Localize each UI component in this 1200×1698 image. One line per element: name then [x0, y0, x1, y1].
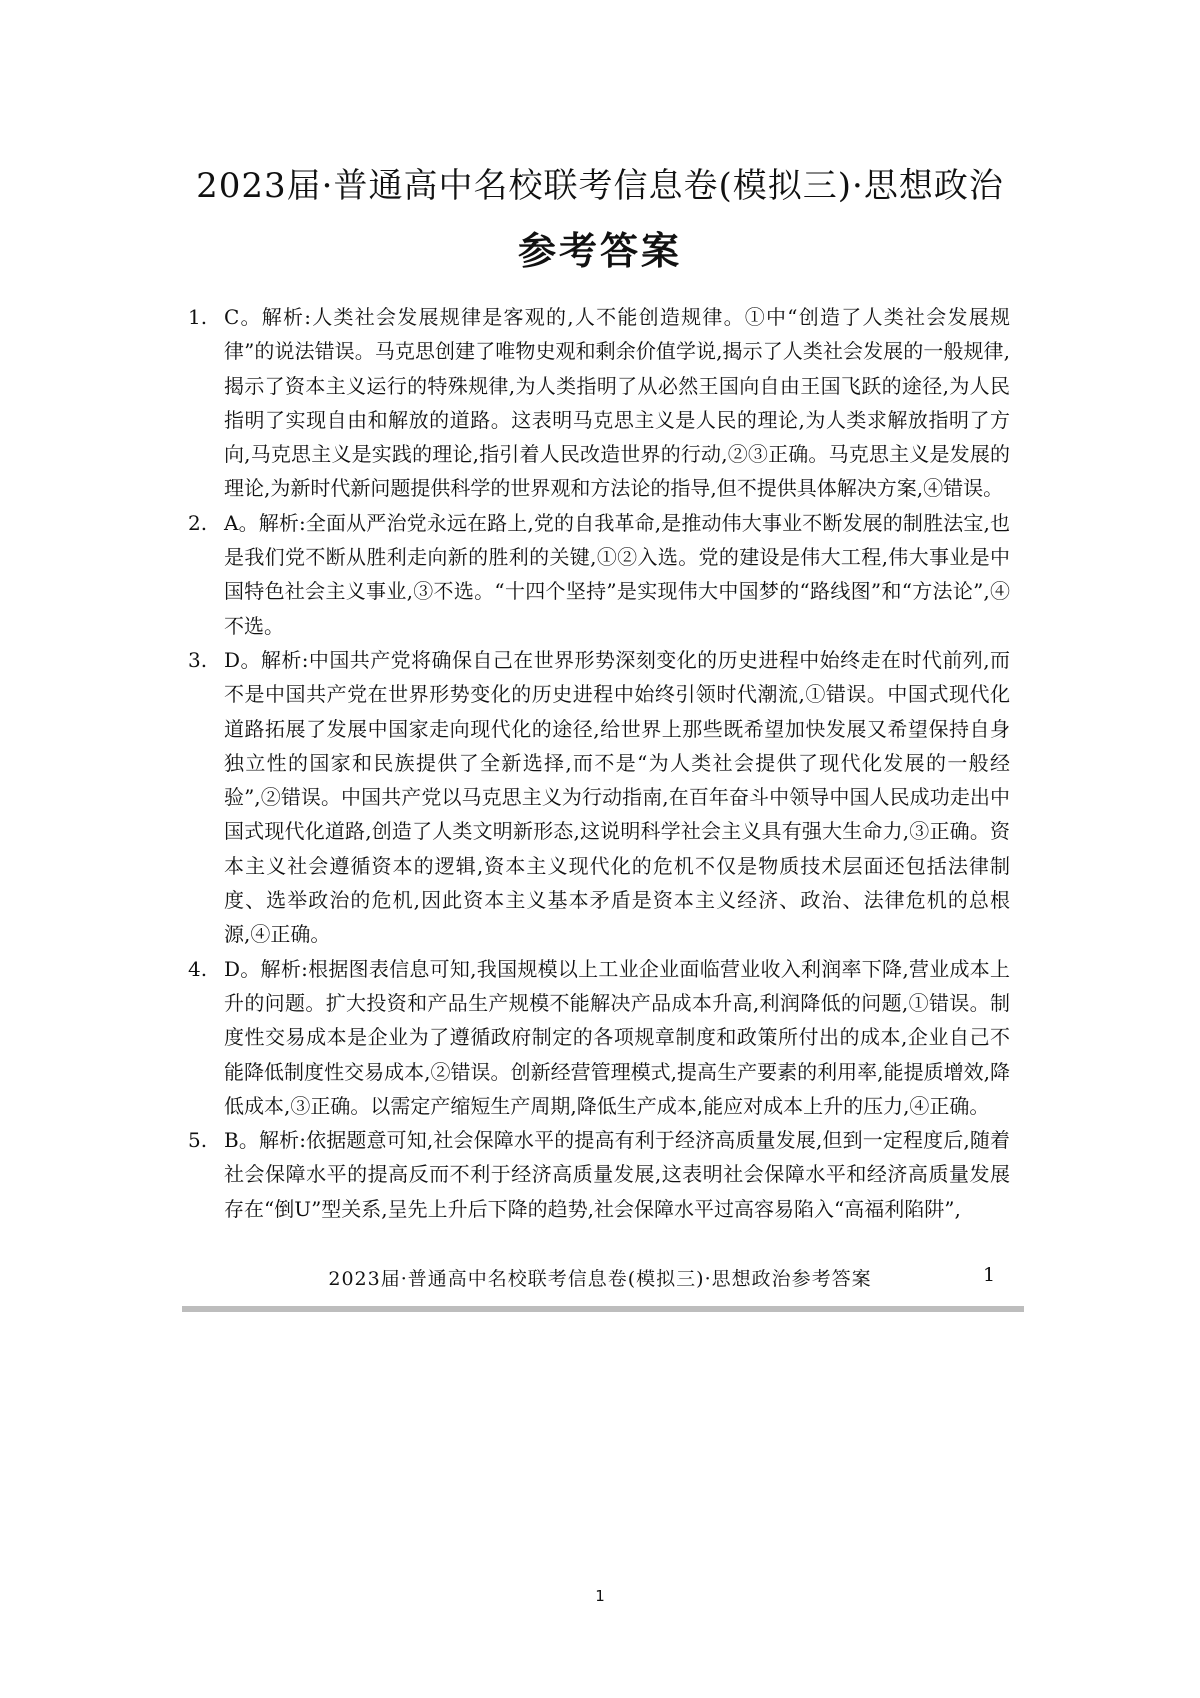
answer-item-4 — [188, 952, 1010, 1123]
footer-page-number: 1 — [983, 1264, 996, 1286]
document-subtitle: 参考答案 — [517, 228, 682, 273]
footer-divider — [182, 1306, 1024, 1312]
answer-item-1 — [188, 300, 1010, 506]
answer-number: 2. — [188, 510, 208, 535]
answer-item-5 — [188, 1123, 1010, 1226]
document-title: 2023届·普通高中名校联考信息卷(模拟三)·思想政治 — [196, 166, 1004, 206]
page-number: 1 — [595, 1587, 605, 1605]
answer-text: A。解析:全面从严治党永远在路上,党的自我革命,是推动伟大事业不断发展的制胜法宝,也是我们党不断从胜利走向新的胜利的关键,①②入选。党的建设是伟大工程,伟大事业是中国特色社会主义事业,③不选。“十四个坚持”是实现伟大中国梦的“路线图”和“方法论”,④不选。 — [224, 510, 1010, 638]
answer-item-2 — [188, 506, 1010, 643]
answer-text: D。解析:根据图表信息可知,我国规模以上工业企业面临营业收入利润率下降,营业成本上升的问题。扩大投资和产品生产规模不能解决产品成本升高,利润降低的问题,①错误。制度性交易成本是企业为了遵循政府制定的各项规章制度和政策所付出的成本,企业自己不能降低制度性交易成本,②错误。创新经营管理模式,提高生产要素的利用率,能提质增效,降低成本,③正确。以需定产缩短生产周期,降低生产成本,能应对成本上升的压力,④正确。 — [224, 956, 1010, 1118]
answer-number: 1. — [188, 305, 208, 329]
answer-number: 5. — [188, 1128, 208, 1153]
answer-text: D。解析:中国共产党将确保自己在世界形势深刻变化的历史进程中始终走在时代前列,而不是中国共产党在世界形势变化的历史进程中始终引领时代潮流,①错误。中国式现代化道路拓展了发展中国家走向现代化的途径,给世界上那些既希望加快发展又希望保持自身独立性的国家和民族提供了全新选择,而不是“为人类社会提供了现代化发展的一般经验”,②错误。中国共产党以马克思主义为行动指南,在百年奋斗中领导中国人民成功走出中国式现代化道路,创造了人类文明新形态,这说明科学社会主义具有强大生命力,③正确。资本主义社会遵循资本的逻辑,资本主义现代化的危机不仅是物质技术层面还包括法律制度、选举政治的危机,因此资本主义基本矛盾是资本主义经济、政治、法律危机的总根源,④正确。 — [224, 647, 1010, 947]
answer-item-3 — [188, 643, 1010, 952]
answer-list — [188, 300, 1010, 1226]
answer-number: 3. — [188, 647, 208, 672]
answer-text: B。解析:依据题意可知,社会保障水平的提高有利于经济高质量发展,但到一定程度后,随着社会保障水平的提高反而不利于经济高质量发展,这表明社会保障水平和经济高质量发展存在“倒U”型关系,呈先上升后下降的趋势,社会保障水平过高容易陷入“高福利陷阱”, — [224, 1128, 1010, 1221]
answer-number: 4. — [188, 956, 208, 981]
answer-text: C。解析:人类社会发展规律是客观的,人不能创造规律。①中“创造了人类社会发展规律”的说法错误。马克思创建了唯物史观和剩余价值学说,揭示了人类社会发展的一般规律,揭示了资本主义运行的特殊规律,为人类指明了从必然王国向自由王国飞跃的途径,为人民指明了实现自由和解放的道路。这表明马克思主义是人民的理论,为人类求解放指明了方向,马克思主义是实践的理论,指引着人民改造世界的行动,②③正确。马克思主义是发展的理论,为新时代新问题提供科学的世界观和方法论的指导,但不提供具体解决方案,④错误。 — [224, 305, 1010, 501]
footer-title: 2023届·普通高中名校联考信息卷(模拟三)·思想政治参考答案 — [328, 1268, 872, 1290]
